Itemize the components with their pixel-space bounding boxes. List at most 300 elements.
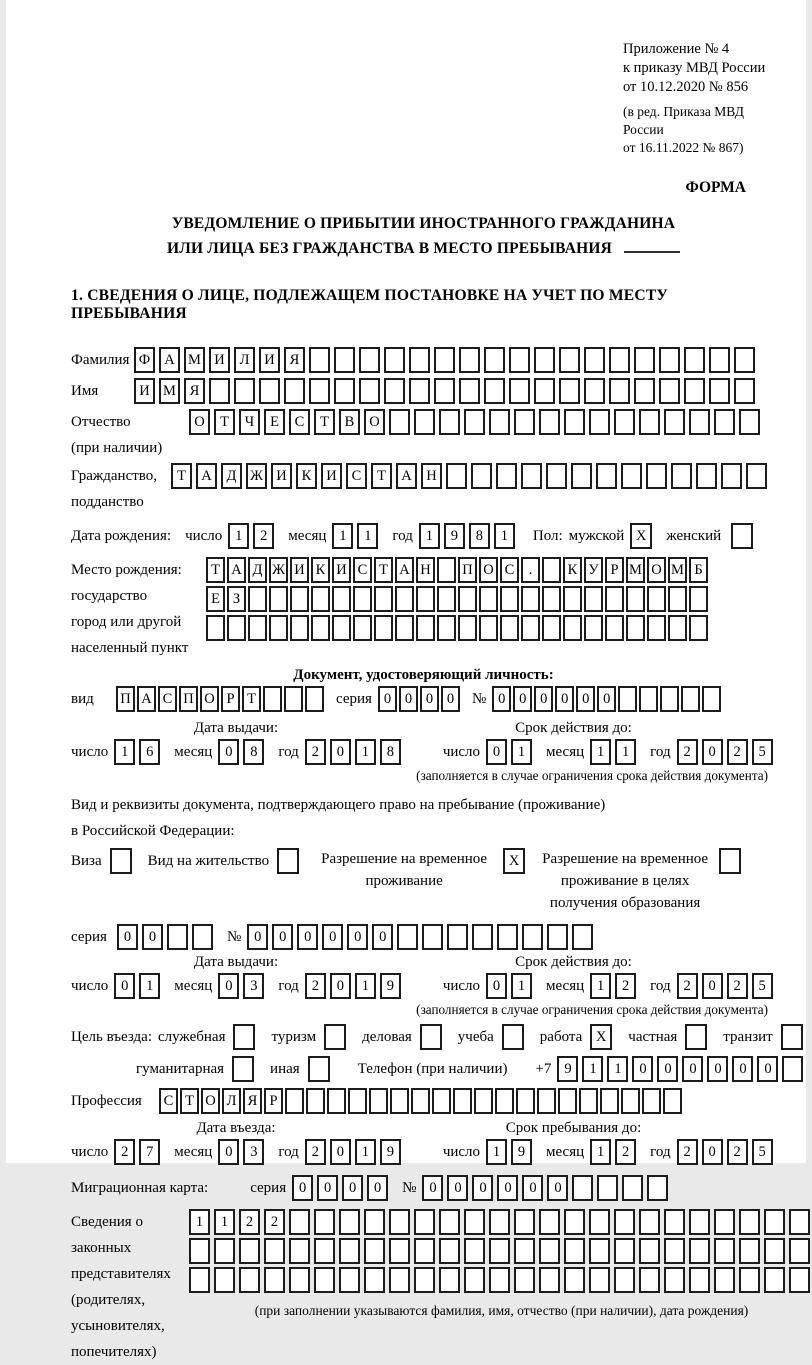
char-cell[interactable]: [789, 1209, 810, 1235]
char-cell[interactable]: С: [289, 409, 310, 435]
char-cell[interactable]: [389, 409, 410, 435]
char-cell[interactable]: [514, 1238, 535, 1264]
char-cell[interactable]: [789, 1267, 810, 1293]
char-cell[interactable]: 1: [214, 1209, 235, 1235]
char-cell[interactable]: [439, 409, 460, 435]
char-cell[interactable]: [668, 615, 687, 641]
char-cell[interactable]: А: [227, 557, 246, 583]
char-cell[interactable]: [539, 1267, 560, 1293]
char-cell[interactable]: [521, 463, 542, 489]
char-cell[interactable]: [584, 586, 603, 612]
char-cell[interactable]: [464, 1267, 485, 1293]
char-cell[interactable]: [626, 615, 645, 641]
char-cell[interactable]: [348, 1088, 367, 1114]
char-cell[interactable]: [414, 1209, 435, 1235]
char-cell[interactable]: И: [271, 463, 292, 489]
char-cell[interactable]: 1: [615, 739, 636, 765]
char-cell[interactable]: 1: [582, 1056, 603, 1082]
char-cell[interactable]: 0: [330, 739, 351, 765]
char-cell[interactable]: К: [296, 463, 317, 489]
char-cell[interactable]: [539, 409, 560, 435]
char-cell[interactable]: [384, 347, 405, 373]
char-cell[interactable]: Т: [171, 463, 192, 489]
char-cell[interactable]: [414, 1238, 435, 1264]
char-cell[interactable]: 2: [677, 973, 698, 999]
char-cell[interactable]: [514, 409, 535, 435]
char-cell[interactable]: [621, 463, 642, 489]
char-cell[interactable]: М: [159, 378, 180, 404]
char-cell[interactable]: 5: [752, 1139, 773, 1165]
char-cell[interactable]: [584, 615, 603, 641]
char-cell[interactable]: Ж: [269, 557, 288, 583]
char-cell[interactable]: [564, 1267, 585, 1293]
char-cell[interactable]: М: [184, 347, 205, 373]
char-cell[interactable]: Р: [264, 1088, 283, 1114]
char-cell[interactable]: [409, 378, 430, 404]
char-cell[interactable]: И: [290, 557, 309, 583]
char-cell[interactable]: [509, 378, 530, 404]
char-cell[interactable]: [414, 1267, 435, 1293]
char-cell[interactable]: [689, 1209, 710, 1235]
char-cell[interactable]: [546, 463, 567, 489]
purpose-tourism-checkbox[interactable]: [324, 1024, 346, 1050]
char-cell[interactable]: 2: [727, 739, 748, 765]
char-cell[interactable]: С: [353, 557, 372, 583]
char-cell[interactable]: 0: [555, 686, 574, 712]
char-cell[interactable]: Е: [264, 409, 285, 435]
char-cell[interactable]: [311, 586, 330, 612]
char-cell[interactable]: 0: [657, 1056, 678, 1082]
char-cell[interactable]: [559, 378, 580, 404]
char-cell[interactable]: [539, 1238, 560, 1264]
char-cell[interactable]: 1: [607, 1056, 628, 1082]
char-cell[interactable]: [542, 557, 561, 583]
char-cell[interactable]: [734, 378, 755, 404]
char-cell[interactable]: 3: [243, 1139, 264, 1165]
purpose-other-checkbox[interactable]: [308, 1056, 330, 1082]
char-cell[interactable]: [596, 463, 617, 489]
char-cell[interactable]: Т: [180, 1088, 199, 1114]
char-cell[interactable]: [534, 378, 555, 404]
char-cell[interactable]: [563, 586, 582, 612]
char-cell[interactable]: Л: [222, 1088, 241, 1114]
char-cell[interactable]: [395, 586, 414, 612]
char-cell[interactable]: [464, 1238, 485, 1264]
char-cell[interactable]: [647, 615, 666, 641]
char-cell[interactable]: 0: [247, 924, 268, 950]
char-cell[interactable]: [416, 586, 435, 612]
char-cell[interactable]: [489, 1209, 510, 1235]
char-cell[interactable]: А: [396, 463, 417, 489]
char-cell[interactable]: [364, 1267, 385, 1293]
char-cell[interactable]: [558, 1088, 577, 1114]
char-cell[interactable]: [497, 924, 518, 950]
char-cell[interactable]: [439, 1267, 460, 1293]
char-cell[interactable]: 1: [486, 1139, 507, 1165]
char-cell[interactable]: [227, 615, 246, 641]
char-cell[interactable]: [584, 378, 605, 404]
char-cell[interactable]: 0: [486, 973, 507, 999]
char-cell[interactable]: [689, 586, 708, 612]
purpose-work-checkbox[interactable]: X: [590, 1024, 612, 1050]
char-cell[interactable]: 1: [590, 973, 611, 999]
char-cell[interactable]: 0: [522, 1175, 543, 1201]
char-cell[interactable]: К: [563, 557, 582, 583]
char-cell[interactable]: [353, 615, 372, 641]
purpose-business-checkbox[interactable]: [420, 1024, 442, 1050]
char-cell[interactable]: 0: [117, 924, 138, 950]
char-cell[interactable]: [521, 615, 540, 641]
char-cell[interactable]: [639, 1209, 660, 1235]
char-cell[interactable]: [589, 1238, 610, 1264]
char-cell[interactable]: 0: [422, 1175, 443, 1201]
char-cell[interactable]: [714, 409, 735, 435]
char-cell[interactable]: 9: [557, 1056, 578, 1082]
char-cell[interactable]: [664, 1238, 685, 1264]
char-cell[interactable]: А: [395, 557, 414, 583]
char-cell[interactable]: О: [647, 557, 666, 583]
char-cell[interactable]: [639, 409, 660, 435]
char-cell[interactable]: [739, 1209, 760, 1235]
char-cell[interactable]: 2: [677, 1139, 698, 1165]
char-cell[interactable]: Т: [214, 409, 235, 435]
char-cell[interactable]: Н: [416, 557, 435, 583]
char-cell[interactable]: Д: [221, 463, 242, 489]
char-cell[interactable]: [605, 615, 624, 641]
char-cell[interactable]: [284, 378, 305, 404]
char-cell[interactable]: [782, 1056, 803, 1082]
char-cell[interactable]: [571, 463, 592, 489]
char-cell[interactable]: И: [209, 347, 230, 373]
char-cell[interactable]: [269, 586, 288, 612]
char-cell[interactable]: [664, 409, 685, 435]
char-cell[interactable]: [290, 615, 309, 641]
char-cell[interactable]: 0: [218, 1139, 239, 1165]
char-cell[interactable]: [521, 586, 540, 612]
char-cell[interactable]: 0: [330, 973, 351, 999]
char-cell[interactable]: 8: [243, 739, 264, 765]
char-cell[interactable]: 5: [752, 739, 773, 765]
char-cell[interactable]: 0: [218, 973, 239, 999]
char-cell[interactable]: 2: [239, 1209, 260, 1235]
char-cell[interactable]: [689, 615, 708, 641]
char-cell[interactable]: 6: [139, 739, 160, 765]
char-cell[interactable]: [206, 615, 225, 641]
char-cell[interactable]: 1: [114, 739, 135, 765]
char-cell[interactable]: 1: [355, 739, 376, 765]
gender-male-checkbox[interactable]: X: [630, 523, 652, 549]
char-cell[interactable]: [496, 463, 517, 489]
char-cell[interactable]: [714, 1209, 735, 1235]
char-cell[interactable]: [439, 1238, 460, 1264]
char-cell[interactable]: 9: [444, 523, 465, 549]
char-cell[interactable]: У: [584, 557, 603, 583]
char-cell[interactable]: О: [189, 409, 210, 435]
char-cell[interactable]: [684, 378, 705, 404]
char-cell[interactable]: [589, 1267, 610, 1293]
char-cell[interactable]: [522, 924, 543, 950]
char-cell[interactable]: [684, 347, 705, 373]
char-cell[interactable]: [479, 586, 498, 612]
char-cell[interactable]: 0: [632, 1056, 653, 1082]
char-cell[interactable]: А: [137, 686, 156, 712]
char-cell[interactable]: 0: [297, 924, 318, 950]
char-cell[interactable]: 1: [355, 1139, 376, 1165]
char-cell[interactable]: [495, 1088, 514, 1114]
char-cell[interactable]: [647, 586, 666, 612]
char-cell[interactable]: [332, 615, 351, 641]
char-cell[interactable]: [572, 924, 593, 950]
char-cell[interactable]: [434, 347, 455, 373]
char-cell[interactable]: 2: [114, 1139, 135, 1165]
char-cell[interactable]: М: [668, 557, 687, 583]
char-cell[interactable]: [453, 1088, 472, 1114]
char-cell[interactable]: [579, 1088, 598, 1114]
char-cell[interactable]: Д: [248, 557, 267, 583]
char-cell[interactable]: [289, 1209, 310, 1235]
char-cell[interactable]: [239, 1238, 260, 1264]
purpose-official-checkbox[interactable]: [233, 1024, 255, 1050]
char-cell[interactable]: [664, 1209, 685, 1235]
char-cell[interactable]: 0: [367, 1175, 388, 1201]
char-cell[interactable]: Т: [374, 557, 393, 583]
char-cell[interactable]: [422, 924, 443, 950]
char-cell[interactable]: [437, 615, 456, 641]
char-cell[interactable]: 0: [547, 1175, 568, 1201]
char-cell[interactable]: 1: [511, 973, 532, 999]
char-cell[interactable]: [589, 1209, 610, 1235]
char-cell[interactable]: 2: [305, 973, 326, 999]
char-cell[interactable]: [374, 586, 393, 612]
char-cell[interactable]: [369, 1088, 388, 1114]
char-cell[interactable]: К: [311, 557, 330, 583]
char-cell[interactable]: [709, 347, 730, 373]
char-cell[interactable]: [614, 1267, 635, 1293]
char-cell[interactable]: [563, 615, 582, 641]
char-cell[interactable]: [564, 1209, 585, 1235]
char-cell[interactable]: [600, 1088, 619, 1114]
char-cell[interactable]: [746, 463, 767, 489]
char-cell[interactable]: 0: [330, 1139, 351, 1165]
char-cell[interactable]: 0: [757, 1056, 778, 1082]
char-cell[interactable]: Р: [221, 686, 240, 712]
char-cell[interactable]: [439, 1209, 460, 1235]
char-cell[interactable]: [696, 463, 717, 489]
char-cell[interactable]: [314, 1238, 335, 1264]
char-cell[interactable]: М: [626, 557, 645, 583]
char-cell[interactable]: [634, 347, 655, 373]
char-cell[interactable]: [659, 378, 680, 404]
char-cell[interactable]: 1: [357, 523, 378, 549]
residence-permit-checkbox[interactable]: [277, 848, 299, 874]
char-cell[interactable]: О: [201, 1088, 220, 1114]
char-cell[interactable]: [542, 615, 561, 641]
char-cell[interactable]: [389, 1238, 410, 1264]
char-cell[interactable]: [459, 347, 480, 373]
char-cell[interactable]: [681, 686, 700, 712]
char-cell[interactable]: [647, 1175, 668, 1201]
char-cell[interactable]: Ф: [134, 347, 155, 373]
char-cell[interactable]: [263, 686, 282, 712]
char-cell[interactable]: С: [158, 686, 177, 712]
char-cell[interactable]: [314, 1209, 335, 1235]
char-cell[interactable]: [446, 463, 467, 489]
char-cell[interactable]: Л: [234, 347, 255, 373]
char-cell[interactable]: [389, 1209, 410, 1235]
char-cell[interactable]: [389, 1267, 410, 1293]
char-cell[interactable]: 0: [441, 686, 460, 712]
char-cell[interactable]: А: [159, 347, 180, 373]
purpose-private-checkbox[interactable]: [685, 1024, 707, 1050]
char-cell[interactable]: 0: [597, 686, 616, 712]
char-cell[interactable]: [714, 1238, 735, 1264]
char-cell[interactable]: 0: [447, 1175, 468, 1201]
char-cell[interactable]: [390, 1088, 409, 1114]
char-cell[interactable]: [500, 615, 519, 641]
char-cell[interactable]: 1: [590, 739, 611, 765]
char-cell[interactable]: И: [134, 378, 155, 404]
char-cell[interactable]: [411, 1088, 430, 1114]
char-cell[interactable]: [564, 1238, 585, 1264]
char-cell[interactable]: [416, 615, 435, 641]
char-cell[interactable]: 1: [189, 1209, 210, 1235]
char-cell[interactable]: [314, 1267, 335, 1293]
char-cell[interactable]: [597, 1175, 618, 1201]
char-cell[interactable]: [334, 347, 355, 373]
char-cell[interactable]: [458, 586, 477, 612]
char-cell[interactable]: 0: [142, 924, 163, 950]
char-cell[interactable]: С: [346, 463, 367, 489]
char-cell[interactable]: Ч: [239, 409, 260, 435]
char-cell[interactable]: [646, 463, 667, 489]
char-cell[interactable]: [239, 1267, 260, 1293]
char-cell[interactable]: 0: [702, 1139, 723, 1165]
char-cell[interactable]: [671, 463, 692, 489]
char-cell[interactable]: [334, 378, 355, 404]
char-cell[interactable]: 8: [469, 523, 490, 549]
char-cell[interactable]: Б: [689, 557, 708, 583]
purpose-transit-checkbox[interactable]: [781, 1024, 803, 1050]
char-cell[interactable]: 2: [727, 973, 748, 999]
char-cell[interactable]: [472, 924, 493, 950]
char-cell[interactable]: 2: [305, 1139, 326, 1165]
char-cell[interactable]: [434, 378, 455, 404]
char-cell[interactable]: И: [332, 557, 351, 583]
char-cell[interactable]: [534, 347, 555, 373]
char-cell[interactable]: [714, 1267, 735, 1293]
char-cell[interactable]: 0: [378, 686, 397, 712]
char-cell[interactable]: Я: [284, 347, 305, 373]
char-cell[interactable]: [192, 924, 213, 950]
char-cell[interactable]: 0: [399, 686, 418, 712]
char-cell[interactable]: 0: [347, 924, 368, 950]
char-cell[interactable]: [537, 1088, 556, 1114]
char-cell[interactable]: 9: [380, 1139, 401, 1165]
char-cell[interactable]: [374, 615, 393, 641]
char-cell[interactable]: 0: [576, 686, 595, 712]
char-cell[interactable]: 0: [114, 973, 135, 999]
char-cell[interactable]: [290, 586, 309, 612]
visa-checkbox[interactable]: [110, 848, 132, 874]
char-cell[interactable]: [609, 347, 630, 373]
char-cell[interactable]: [660, 686, 679, 712]
char-cell[interactable]: [474, 1088, 493, 1114]
char-cell[interactable]: [702, 686, 721, 712]
char-cell[interactable]: [739, 1267, 760, 1293]
char-cell[interactable]: [739, 409, 760, 435]
char-cell[interactable]: 0: [322, 924, 343, 950]
gender-female-checkbox[interactable]: [731, 523, 753, 549]
char-cell[interactable]: 0: [292, 1175, 313, 1201]
char-cell[interactable]: [359, 347, 380, 373]
char-cell[interactable]: [584, 347, 605, 373]
char-cell[interactable]: Т: [314, 409, 335, 435]
char-cell[interactable]: [764, 1238, 785, 1264]
char-cell[interactable]: 7: [139, 1139, 160, 1165]
char-cell[interactable]: [264, 1238, 285, 1264]
char-cell[interactable]: [642, 1088, 661, 1114]
char-cell[interactable]: [689, 1267, 710, 1293]
char-cell[interactable]: 1: [332, 523, 353, 549]
char-cell[interactable]: [458, 615, 477, 641]
char-cell[interactable]: 0: [497, 1175, 518, 1201]
char-cell[interactable]: [167, 924, 188, 950]
char-cell[interactable]: [489, 1238, 510, 1264]
char-cell[interactable]: 8: [380, 739, 401, 765]
char-cell[interactable]: 1: [494, 523, 515, 549]
char-cell[interactable]: П: [458, 557, 477, 583]
char-cell[interactable]: [437, 557, 456, 583]
char-cell[interactable]: [284, 686, 303, 712]
char-cell[interactable]: .: [521, 557, 540, 583]
char-cell[interactable]: [489, 409, 510, 435]
char-cell[interactable]: 2: [253, 523, 274, 549]
char-cell[interactable]: [734, 347, 755, 373]
char-cell[interactable]: [614, 1209, 635, 1235]
char-cell[interactable]: [189, 1238, 210, 1264]
char-cell[interactable]: 0: [420, 686, 439, 712]
char-cell[interactable]: П: [179, 686, 198, 712]
char-cell[interactable]: [514, 1209, 535, 1235]
char-cell[interactable]: [539, 1209, 560, 1235]
char-cell[interactable]: [311, 615, 330, 641]
char-cell[interactable]: [634, 378, 655, 404]
char-cell[interactable]: [327, 1088, 346, 1114]
char-cell[interactable]: [618, 686, 637, 712]
char-cell[interactable]: [339, 1238, 360, 1264]
char-cell[interactable]: 1: [511, 739, 532, 765]
char-cell[interactable]: О: [364, 409, 385, 435]
char-cell[interactable]: [459, 378, 480, 404]
char-cell[interactable]: 9: [511, 1139, 532, 1165]
char-cell[interactable]: 0: [317, 1175, 338, 1201]
char-cell[interactable]: Ж: [246, 463, 267, 489]
char-cell[interactable]: [689, 1238, 710, 1264]
char-cell[interactable]: 0: [682, 1056, 703, 1082]
char-cell[interactable]: [234, 378, 255, 404]
char-cell[interactable]: 2: [305, 739, 326, 765]
char-cell[interactable]: [709, 378, 730, 404]
char-cell[interactable]: [414, 409, 435, 435]
char-cell[interactable]: 3: [243, 973, 264, 999]
char-cell[interactable]: [214, 1267, 235, 1293]
char-cell[interactable]: [614, 409, 635, 435]
char-cell[interactable]: 2: [264, 1209, 285, 1235]
char-cell[interactable]: [248, 615, 267, 641]
char-cell[interactable]: 0: [702, 973, 723, 999]
char-cell[interactable]: Я: [184, 378, 205, 404]
temp-residence-checkbox[interactable]: X: [503, 848, 525, 874]
